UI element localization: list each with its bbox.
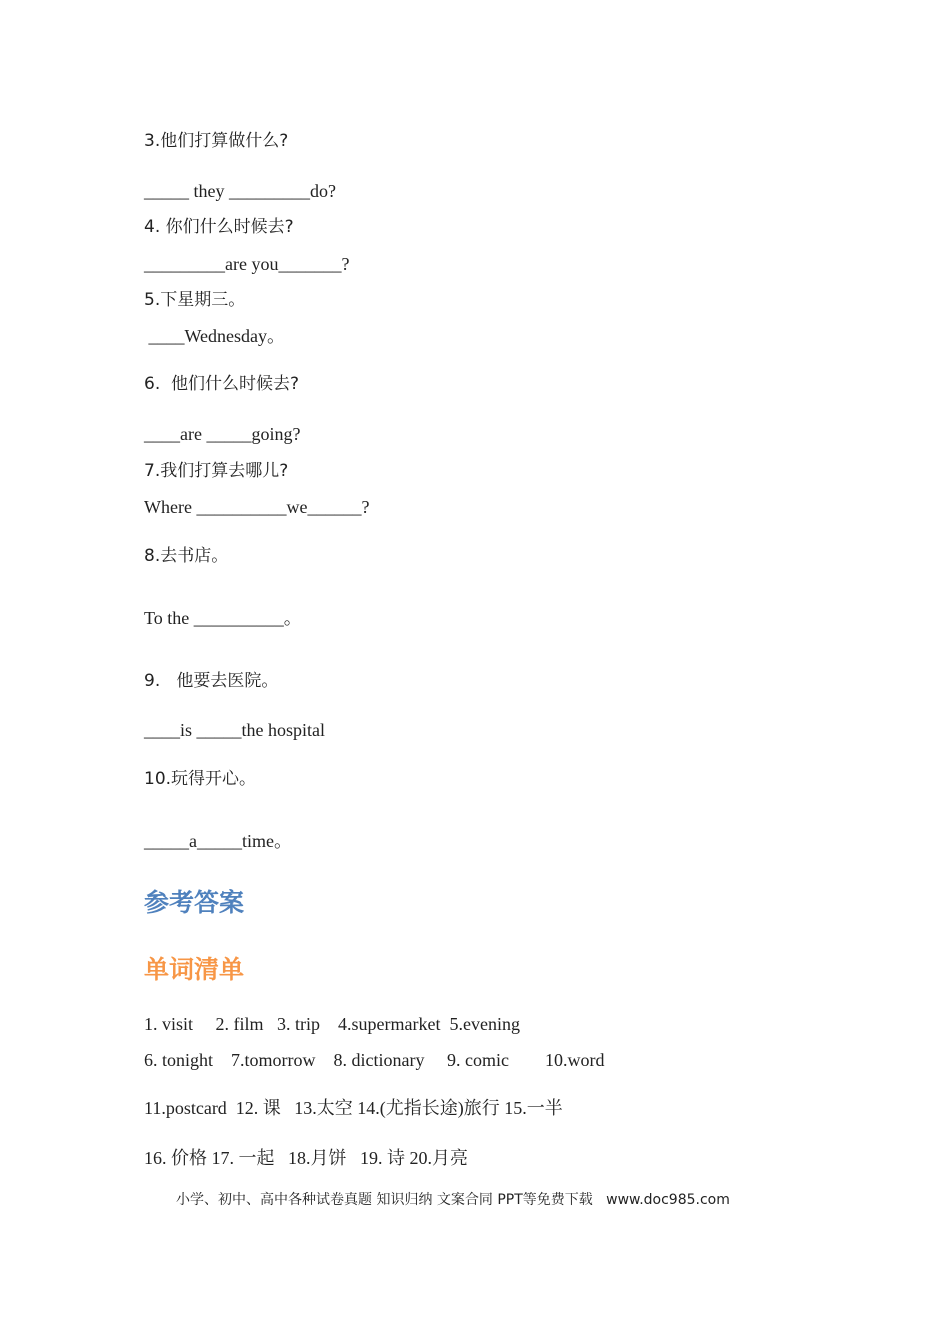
question-5-prompt: 5.下星期三。 [144,290,246,310]
question-9-answer: ____is _____the hospital [144,720,325,740]
question-8-prompt: 8.去书店。 [144,546,229,566]
question-10-answer: _____a_____time。 [144,831,292,851]
question-9-prompt: 9. 他要去医院。 [144,671,279,691]
question-7-prompt: 7.我们打算去哪儿? [144,461,289,481]
question-6-prompt: 6. 他们什么时候去? [144,374,300,394]
question-4-prompt: 4. 你们什么时候去? [144,217,294,237]
footer-text: 小学、初中、高中各种试卷真题 知识归纳 文案合同 PPT等免费下载 www.doc985.com [176,1192,730,1208]
question-6-answer: ____are _____going? [144,424,301,444]
answers-heading: 参考答案 [144,888,245,917]
question-3-answer: _____ they _________do? [144,181,336,201]
question-10-prompt: 10.玩得开心。 [144,769,257,789]
wordlist-line-3: 11.postcard 12. 课 13.太空 14.(尤指长途)旅行 15.一半 [144,1098,563,1118]
wordlist-line-2: 6. tonight 7.tomorrow 8. dictionary 9. comic 10.word [144,1050,605,1070]
question-8-answer: To the __________。 [144,608,302,628]
wordlist-line-1: 1. visit 2. film 3. trip 4.supermarket 5.evening [144,1014,520,1034]
question-4-answer: _________are you_______? [144,254,350,274]
question-7-answer: Where __________we______? [144,497,370,517]
question-5-answer: ____Wednesday。 [144,326,286,346]
wordlist-line-4: 16. 价格 17. 一起 18.月饼 19. 诗 20.月亮 [144,1148,468,1168]
wordlist-heading: 单词清单 [144,955,245,984]
question-3-prompt: 3.他们打算做什么? [144,131,289,151]
